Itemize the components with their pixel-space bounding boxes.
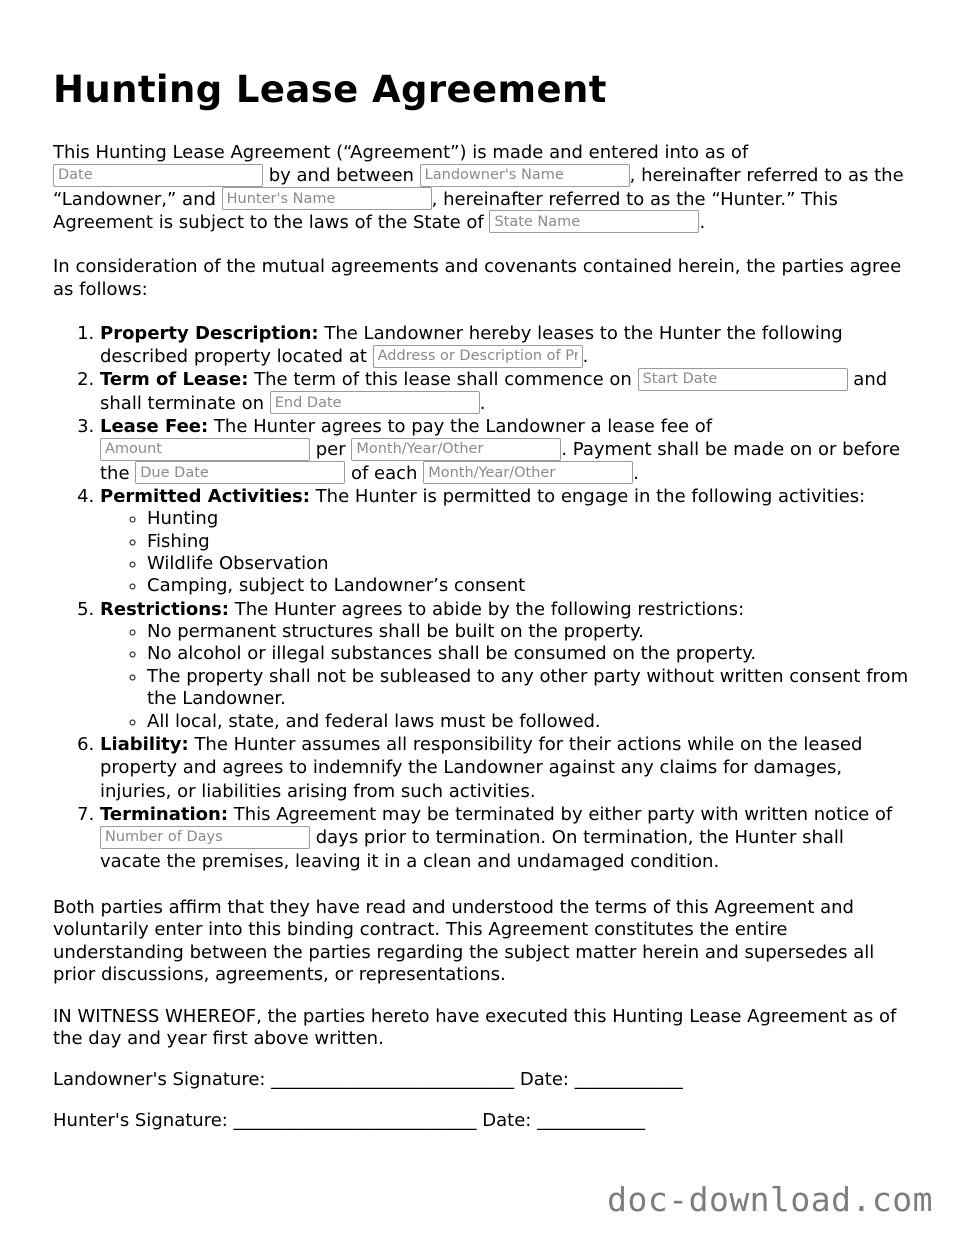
clause-termination <box>100 803 909 873</box>
clause-text: This Agreement may be terminated by either party with written notice of <box>228 804 893 825</box>
clause-text: . Payment shall be made on or before the <box>100 439 901 484</box>
clause-text: . <box>633 462 639 484</box>
clause-heading: Permitted Activities: <box>100 485 310 507</box>
clause-text: The Hunter assumes all responsibility for their actions while on the leased property and agrees to indemnify the Landowner against any claims for damages, injuries, or liabilities arising from such activities. <box>100 734 863 802</box>
clause-heading: Liability: <box>100 734 189 756</box>
state-name-input[interactable] <box>489 210 699 233</box>
payment-period-input[interactable] <box>423 461 633 484</box>
clause-text: The Landowner hereby leases to the Hunter the following described property located at <box>100 322 843 368</box>
list-item: ◦ No permanent structures shall be built on the property. <box>147 621 909 643</box>
consideration-paragraph: In consideration of the mutual agreements and covenants contained herein, the parties agree as follows: <box>53 256 902 301</box>
clause-text: The Hunter agrees to pay the Landowner a lease fee of <box>208 415 713 437</box>
fee-period-input[interactable] <box>351 438 561 461</box>
start-date-input[interactable] <box>638 368 848 391</box>
agreement-date-input[interactable] <box>53 164 263 187</box>
due-date-input[interactable] <box>135 461 345 484</box>
clause-text: . <box>582 346 589 368</box>
clause-text: per <box>310 439 352 461</box>
clause-activities <box>100 485 909 598</box>
end-date-input[interactable] <box>270 391 480 414</box>
clause-text: and shall terminate on <box>100 369 888 414</box>
clause-text: days prior to termination. On termination, the Hunter shall vacate the premises, leaving it in a clean and undamaged condition. <box>100 827 844 872</box>
intro-text-5: . <box>699 211 706 233</box>
list-item: ◦ The property shall not be subleased to any other party without written consent from the Landowner. <box>147 666 909 711</box>
clause-text: of each <box>345 462 424 484</box>
clause-heading: Restrictions: <box>100 598 229 620</box>
watermark: doc-download.com <box>607 1180 933 1219</box>
clause-heading: Termination: <box>100 804 229 825</box>
clause-heading: Property Description: <box>100 322 319 344</box>
list-item: ◦ Camping, subject to Landowner’s consent <box>147 575 909 597</box>
landowner-signature-line: Landowner's Signature: ___________________________ Date: ____________ <box>53 1069 683 1091</box>
clause-liability <box>100 733 909 803</box>
hunter-name-input[interactable] <box>222 187 432 210</box>
page-title: Hunting Lease Agreement <box>53 68 607 111</box>
intro-text-4: , hereinafter referred to as the “Hunter.” This Agreement is subject to the laws of the State of <box>53 188 838 233</box>
clause-text: The term of this lease shall commence on <box>248 369 638 391</box>
list-item: ◦ No alcohol or illegal substances shall be consumed on the property. <box>147 643 909 665</box>
intro-text-2: by and between <box>263 165 420 187</box>
clause-text: . <box>479 392 486 414</box>
witness-paragraph: IN WITNESS WHEREOF, the parties hereto have executed this Hunting Lease Agreement as of the day and year first above written. <box>53 1005 897 1049</box>
intro-text-1: This Hunting Lease Agreement (“Agreement”) is made and entered into as of <box>53 142 749 163</box>
intro-paragraph <box>53 141 909 234</box>
restrictions-list <box>100 621 909 733</box>
clause-term <box>100 368 909 415</box>
activities-list <box>100 508 909 598</box>
fee-amount-input[interactable] <box>100 438 310 461</box>
hunter-signature-line: Hunter's Signature: ___________________________ Date: ____________ <box>53 1110 646 1132</box>
list-item: ◦ Wildlife Observation <box>147 553 909 575</box>
closing-paragraph: Both parties affirm that they have read and understood the terms of this Agreement and voluntarily enter into this binding contract. This Agreement constitutes the entire understanding between the parties regarding the subject matter herein and supersedes all prior discussions, agreements, or representations. <box>53 896 875 986</box>
notice-days-input[interactable] <box>100 826 310 849</box>
list-item: ◦ Hunting <box>147 508 909 530</box>
clause-property <box>100 322 909 369</box>
clause-text: The Hunter agrees to abide by the following restrictions: <box>228 598 745 620</box>
intro-text-3: , hereinafter referred to as the “Landowner,” and <box>53 165 904 210</box>
clause-heading: Term of Lease: <box>100 369 249 391</box>
property-address-input[interactable] <box>373 345 583 368</box>
clauses-list <box>53 322 909 873</box>
list-item: ◦ All local, state, and federal laws must be followed. <box>147 711 909 733</box>
list-item: ◦ Fishing <box>147 531 909 553</box>
clause-fee <box>100 415 909 485</box>
clause-heading: Lease Fee: <box>100 415 209 437</box>
clause-text: The Hunter is permitted to engage in the following activities: <box>309 485 866 507</box>
clause-restrictions <box>100 598 909 733</box>
landowner-name-input[interactable] <box>420 164 630 187</box>
